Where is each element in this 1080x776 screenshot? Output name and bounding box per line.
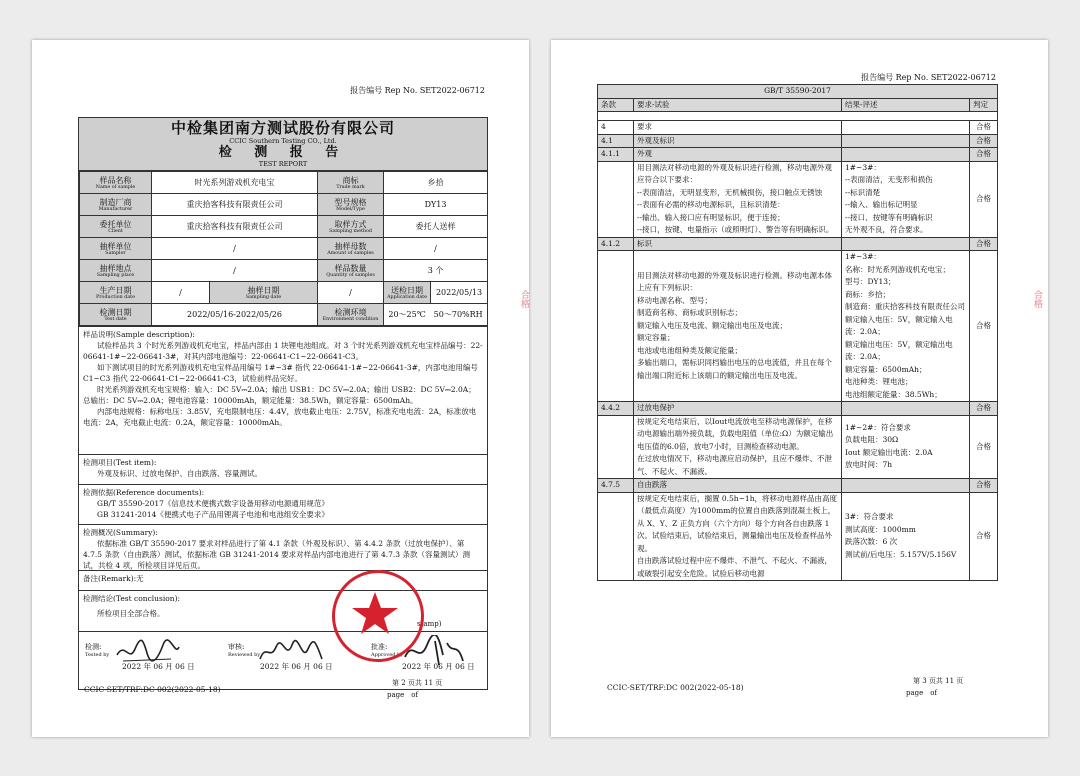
cell-req: 要求 <box>634 121 842 135</box>
label-env: 检测环境 Environment condition <box>318 304 384 326</box>
report-number: 报告编号 Rep No. SET2022-06712 <box>350 86 485 95</box>
report-title-block <box>79 118 487 171</box>
sample-description <box>79 326 487 454</box>
cell-verdict: 合格 <box>970 415 998 479</box>
cell-verdict: 合格 <box>970 402 998 416</box>
cell-result <box>842 148 970 162</box>
cell-req: 外观及标识 <box>634 134 842 148</box>
cell-clause: 4.7.5 <box>598 479 634 493</box>
faint-seal-right: 合格 <box>1032 290 1042 308</box>
value-application: 2022/05/13 <box>435 288 483 297</box>
sign-divider <box>79 631 487 632</box>
ref-item: GB 31241-2014《便携式电子产品用锂离子电池和电池组安全要求》 <box>97 510 329 519</box>
page-number: 第 3 页共 11 页 <box>913 677 964 685</box>
report-title-en: TEST REPORT <box>258 160 308 168</box>
label-production: 生产日期 Production date <box>80 282 152 304</box>
cell-verdict: 合格 <box>970 479 998 493</box>
page-number-en: page of <box>906 689 938 697</box>
value-env: 20～25℃ 50～70%RH <box>384 304 488 326</box>
desc-paragraph: 试验样品共 3 个时光系列游戏机充电宝，样品内部由 1 块锂电池组成。对 3 个时光系列游戏机充电宝样品编号：22-06641-1#~22-06641-3#，对其内部电池编号：22-06641-C1~22-06641-C3。 <box>83 341 483 361</box>
cell-req: 用目测法对移动电源的外观及标识进行检测，移动电源外观应符合以下要求： --表面清洁，无明显变形，无机械损伤，接口触点无锈蚀 --表面有必需的移动电源标识，且标识清楚： --输出、输入接口应有明显标识，便于连接； --接口，按键、电量指示（或照明灯）、警告等有明确标识。 <box>634 161 842 237</box>
label-client: 委托单位 Client <box>80 216 152 238</box>
conclusion-text: 所检项目全部合格。 <box>97 609 165 618</box>
requirement-row <box>598 148 998 162</box>
label-test-date: 检测日期 Test date <box>80 304 152 326</box>
signature-reviewed: 审核: Reviewed by <box>228 633 338 673</box>
cell-req: 外观 <box>634 148 842 162</box>
requirement-row <box>598 479 998 493</box>
form-code: CCIC-SET/TRF:DC 002(2022-05-18) <box>607 683 744 692</box>
label-manufacturer: 制造厂商 Manufacturer <box>80 194 152 216</box>
requirements-body <box>598 121 998 581</box>
cell-result: 3#：符合要求 测试高度：1000mm 跌落次数：6 次 测试前/后电压：5.157V/5.156V <box>842 492 970 581</box>
label-sampling-method: 取样方式 Sampling method <box>318 216 384 238</box>
summary-text: 依据标准 GB/T 35590-2017 要求对样品进行了第 4.1 条款（外观及标识）、第 4.4.2 条款（过放电保护）、第 4.7.5 条款（自由跌落）测试，依据标准 GB 31241-2014 要求对样品内部电池进行了第 4.7.3 条款（容量测试）测试，共检 4 项，所检项目详见后页。 <box>83 539 470 570</box>
cell-verdict: 合格 <box>970 134 998 148</box>
cell-result: 1#~3#： 名称：时光系列游戏机充电宝； 型号：DY13； 商标：乡拾； 制造商：重庆拾客科技有限责任公司 额定输入电压：5V，额定输入电流：2.0A； 额定输出电压：5V，额定输出电流：2.0A； 额定容量：6500mAh； 电池种类：锂电池； 电池组额定能量：38.5Wh； <box>842 251 970 402</box>
report-number: 报告编号 Rep No. SET2022-06712 <box>861 73 996 82</box>
desc-paragraph: 内部电池规格：标称电压：3.85V，充电限制电压：4.4V，放电截止电压：2.75V，标准充电电流：2A，标准放电电流：2A，充电截止电流：0.2A，额定容量：10000mAh。 <box>83 407 477 427</box>
page-number: 第 2 页共 11 页 <box>392 679 443 687</box>
cell-clause: 4.1.2 <box>598 237 634 251</box>
value-place: / <box>152 260 318 282</box>
cell-clause: 4.1 <box>598 134 634 148</box>
label-application-en: Application date <box>387 294 427 300</box>
cell-req: 按规定充电结束后，以Iout电流放电至移动电源保护，在移动电源输出端外接负载，负载电阻值（单位:Ω）为额定输出电压值的6.0倍，放电7小时，目测检查移动电源。 在过放电情况下，移动电源应启动保护，且应不爆炸、不泄气、不起火、不漏液。 <box>634 415 842 479</box>
stamp-caption: stamp) <box>417 620 442 628</box>
cell-verdict: 合格 <box>970 121 998 135</box>
cell-verdict: 合格 <box>970 161 998 237</box>
col-clause-header: 条款 <box>598 98 634 112</box>
cell-req: 自由跌落 <box>634 479 842 493</box>
cell-result <box>842 402 970 416</box>
label-application: 送检日期 <box>391 285 424 295</box>
value-production: / <box>152 282 210 304</box>
requirement-row <box>598 415 998 479</box>
label-sample-name: 样品名称 Name of sample <box>80 172 152 194</box>
value-test-date: 2022/05/16-2022/05/26 <box>152 304 318 326</box>
label-sampler: 抽样单位 Sampler <box>80 238 152 260</box>
page-number-en: page of <box>387 691 419 699</box>
company-name-cn: 中检集团南方测试股份有限公司 <box>170 119 395 137</box>
requirement-row <box>598 237 998 251</box>
sample-info-table <box>79 171 488 326</box>
value-model: DY13 <box>384 194 488 216</box>
faint-seal-left: 合格 <box>519 290 529 308</box>
summary-heading: 检测概况(Summary): <box>83 528 158 537</box>
value-sampler: / <box>152 238 318 260</box>
signature-approved: 批准: Approved by <box>371 633 481 673</box>
stamp-star-icon <box>332 570 418 656</box>
report-frame <box>78 117 488 690</box>
value-manufacturer: 重庆拾客科技有限责任公司 <box>152 194 318 216</box>
value-client: 重庆拾客科技有限责任公司 <box>152 216 318 238</box>
date-approved: 2022 年 06 月 06 日 <box>402 662 475 671</box>
cell-clause <box>598 251 634 402</box>
cell-result <box>842 121 970 135</box>
label-quantity: 样品数量 Quantity of samples <box>318 260 384 282</box>
report-page-3 <box>551 40 1048 737</box>
report-page-2 <box>32 40 529 737</box>
standard-header: GB/T 35590-2017 <box>598 85 998 99</box>
requirement-row <box>598 121 998 135</box>
items-text: 外观及标识、过放电保护、自由跌落、容量测试。 <box>97 469 262 478</box>
cell-verdict: 合格 <box>970 492 998 581</box>
report-title-cn: 检 测 报 告 <box>218 145 348 160</box>
desc-heading: 样品说明(Sample description): <box>83 330 195 339</box>
remark: 备注(Remark):无 <box>79 570 487 590</box>
cell-result <box>842 134 970 148</box>
desc-paragraph: 如下测试项目的时光系列游戏机充电宝样品用编号 1#~3# 指代 22-06641-1#~22-06641-3#，内部电池用编号 C1~C3 指代 22-06641-C1~22-06641-C3，试验前样品完好。 <box>83 363 478 383</box>
date-reviewed: 2022 年 06 月 06 日 <box>260 662 333 671</box>
reference-documents <box>79 484 487 524</box>
summary <box>79 524 487 570</box>
cell-result: 1#~3#： --表面清洁，无变形和损伤 --标识清楚 --输入、输出标记明显 --接口、按键等有明确标识 无外观不良，符合要求。 <box>842 161 970 237</box>
requirement-row <box>598 492 998 581</box>
requirement-row <box>598 402 998 416</box>
col-verdict-header: 判定 <box>970 98 998 112</box>
requirement-row <box>598 161 998 237</box>
application-date-cell <box>384 282 488 304</box>
official-stamp <box>332 570 424 662</box>
requirement-row <box>598 134 998 148</box>
form-code: CCIC-SET/TRF:DC 002(2022-05-18) <box>84 685 221 694</box>
cell-result <box>842 237 970 251</box>
date-tested: 2022 年 06 月 06 日 <box>122 662 195 671</box>
value-quantity: 3 个 <box>384 260 488 282</box>
col-result-header: 结果-评述 <box>842 98 970 112</box>
label-sampling-date: 抽样日期 Sampling date <box>210 282 318 304</box>
cell-req: 用目测法对移动电源的外观及标识进行检测。移动电源本体上应有下列标识： 移动电源名称、型号； 制造商名称、商标或识别标志； 额定输入电压及电流、额定输出电压及电流； 额定容量； 电池或电池组种类及额定能量； 多输出端口，需标识同档输出电压的总电流值，并且在每个输出端口附近标上该端口的额定输出电压及电流。 <box>634 251 842 402</box>
desc-paragraph: 时光系列游戏机充电宝规格：输入：DC 5V⎓2.0A；输出 USB1：DC 5V⎓2.0A；输出 USB2：DC 5V⎓2.0A；总输出：DC 5V⎓2.0A；锂电池容量：10000mAh，额定能量：38.5Wh，额定容量：6500mAh。 <box>83 385 476 405</box>
cell-clause <box>598 415 634 479</box>
cell-clause: 4.4.2 <box>598 402 634 416</box>
ref-item: GB/T 35590-2017《信息技术便携式数字设备用移动电源通用规范》 <box>97 499 329 508</box>
cell-verdict: 合格 <box>970 237 998 251</box>
cell-verdict: 合格 <box>970 251 998 402</box>
cell-clause: 4.1.1 <box>598 148 634 162</box>
requirement-row <box>598 251 998 402</box>
company-name-en: CCIC Southern Testing CO., Ltd. <box>229 137 337 145</box>
requirements-table <box>597 84 998 581</box>
value-amount: / <box>384 238 488 260</box>
cell-result <box>842 479 970 493</box>
cell-result: 1#~2#：符合要求 负载电阻：30Ω Iout 额定输出电流：2.0A 放电时间：7h <box>842 415 970 479</box>
cell-verdict: 合格 <box>970 148 998 162</box>
ref-heading: 检测依据(Reference documents): <box>83 488 205 497</box>
col-req-header: 要求-试验 <box>634 98 842 112</box>
items-heading: 检测项目(Test item): <box>83 458 157 467</box>
spacer-row <box>598 112 998 121</box>
cell-clause <box>598 492 634 581</box>
label-amount: 抽样母数 Amount of samples <box>318 238 384 260</box>
value-sample-name: 时光系列游戏机充电宝 <box>152 172 318 194</box>
label-place: 抽样地点 Sampling place <box>80 260 152 282</box>
cell-clause: 4 <box>598 121 634 135</box>
cell-clause <box>598 161 634 237</box>
label-trademark: 商标 Trade mark <box>318 172 384 194</box>
cell-req: 标识 <box>634 237 842 251</box>
signature-tested: 检测: Tested by <box>85 633 195 673</box>
test-items <box>79 454 487 484</box>
cell-req: 按规定充电结束后，搁置 0.5h~1h，将移动电源样品由高度（最低点高度）为1000mm的位置自由跌落到混凝土板上，从 X、Y、Z 正负方向（六个方向）每个方向各自由跌落 1 次。试验结束后，试验结束后，测量输出电压及检查样品外观。 自由跌落试验过程中应不爆炸、不泄气、不起火、不漏液，或破裂引起安全危险。试验后移动电源 <box>634 492 842 581</box>
value-trademark: 乡拾 <box>384 172 488 194</box>
conclusion-heading: 检测结论(Test conclusion): <box>83 594 181 603</box>
cell-req: 过放电保护 <box>634 402 842 416</box>
label-model: 型号规格 Model/Type <box>318 194 384 216</box>
value-sampling-date: / <box>318 282 384 304</box>
value-sampling-method: 委托人送样 <box>384 216 488 238</box>
